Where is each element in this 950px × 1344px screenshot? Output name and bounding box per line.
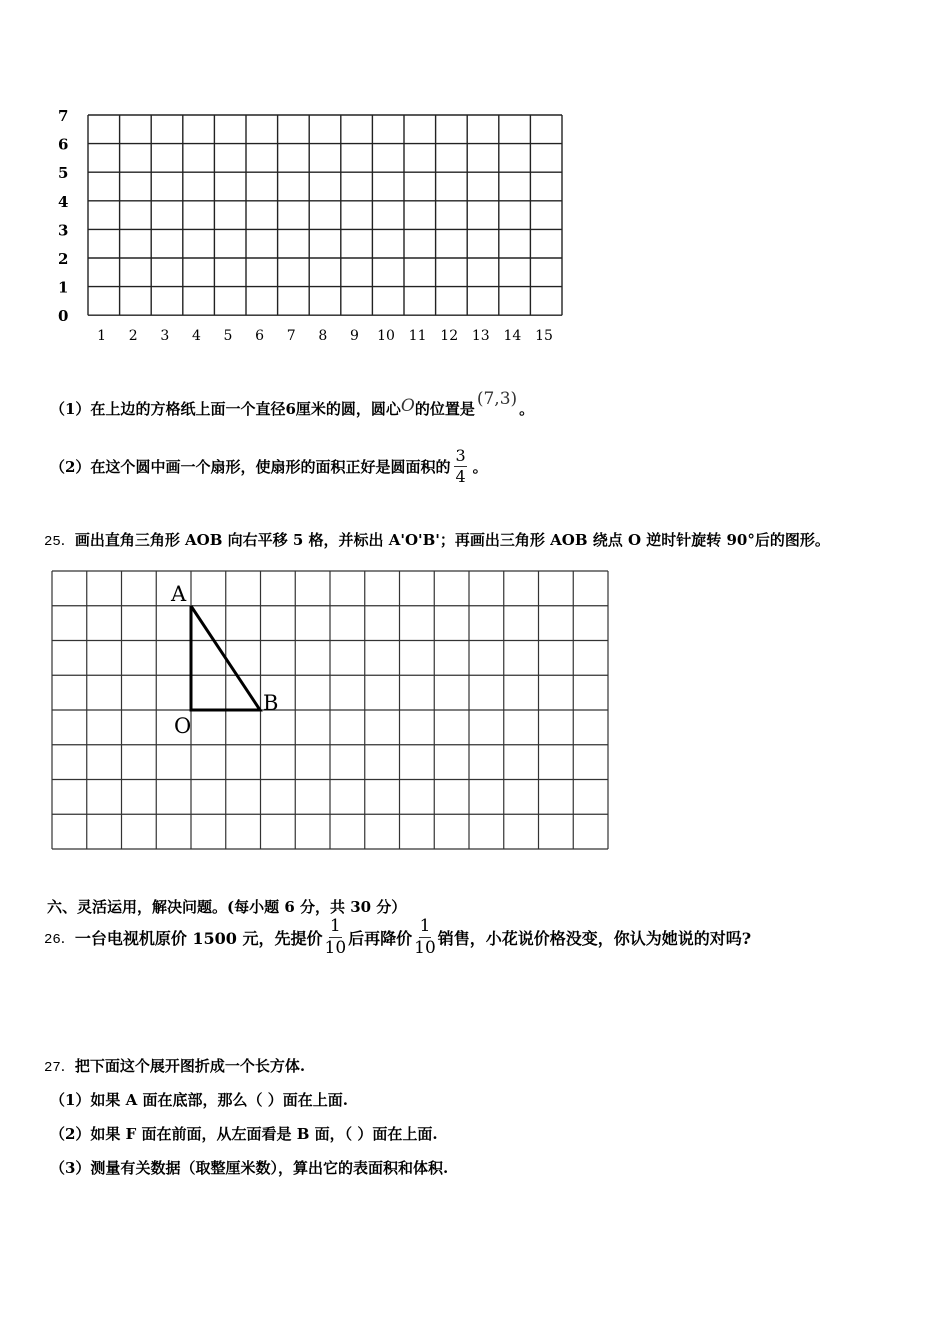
vertex-label-a: A [171, 582, 187, 606]
q26-fraction-2 [414, 918, 436, 957]
q24-part1-mid: 厘米的圆，圆心 [295, 400, 401, 418]
y-axis-label: 1 [58, 278, 69, 297]
y-axis-label: 7 [58, 107, 69, 125]
q24-part2-prefix: （2）在这个圆中画一个扇形，使扇形的面积正好是圆面积的 [50, 458, 451, 476]
q24-part1-number: 6 [285, 400, 296, 418]
q26-fraction-1 [325, 918, 347, 957]
x-axis-label: 3 [160, 328, 170, 344]
q26-number: 26． [44, 931, 75, 948]
q24-fraction [454, 448, 466, 485]
q25-text: 画出直角三角形 AOB 向右平移 5 格，并标出 A'O'B'；再画出三角形 AOB 绕点 O 逆时针旋转 90°后的图形。 [74, 531, 830, 549]
x-axis-label: 13 [471, 328, 490, 344]
x-axis-label: 5 [223, 328, 233, 344]
grid-lines [88, 115, 562, 315]
q25-number: 25． [44, 534, 75, 550]
y-axis-label: 5 [58, 164, 69, 183]
q24-fraction-denominator: 4 [455, 467, 466, 486]
y-axis-label: 3 [58, 221, 69, 240]
y-axis-label: 0 [58, 307, 69, 326]
q25-question [44, 529, 830, 550]
q24-center-var: O [400, 396, 415, 416]
q26-text-1: 一台电视机原价 1500 元，先提价 [74, 929, 323, 948]
q26-fraction-1-numerator: 1 [329, 916, 341, 936]
x-axis-label: 10 [377, 328, 395, 344]
x-axis-label: 9 [349, 328, 359, 344]
x-axis-label: 14 [503, 328, 522, 344]
x-axis-label: 4 [191, 328, 201, 344]
q24-part2-end: 。 [472, 458, 488, 476]
q26-question [44, 918, 751, 957]
q24-fraction-numerator: 3 [455, 446, 466, 465]
section-heading: 六、灵活运用，解决问题。(每小题 6 分，共 30 分） [47, 898, 407, 916]
y-axis-label: 2 [58, 250, 69, 268]
q26-fraction-1-denominator: 10 [324, 938, 347, 958]
q26-fraction-2-numerator: 1 [419, 916, 431, 936]
x-axis-label: 8 [318, 328, 328, 344]
vertex-label-o: O [174, 714, 192, 738]
x-axis-label: 1 [97, 328, 107, 344]
q24-part1-prefix: （1）在上边的方格纸上面一个直径 [50, 400, 286, 418]
x-axis-label: 15 [535, 328, 553, 344]
grid-lines [52, 571, 608, 849]
q27-question [44, 1055, 305, 1076]
x-axis-label: 2 [128, 328, 138, 344]
x-axis-labels [97, 328, 553, 344]
q26-text-2: 后再降价 [348, 929, 413, 948]
q27-text: 把下面这个展开图折成一个长方体. [74, 1057, 306, 1075]
q24-part2 [50, 448, 488, 485]
q24-part1-end: 。 [519, 400, 535, 418]
q27-number: 27． [44, 1060, 75, 1076]
y-axis-label: 6 [58, 135, 69, 154]
x-axis-label: 6 [255, 328, 265, 344]
q24-part1 [50, 389, 535, 419]
vertex-label-b: B [263, 691, 279, 715]
y-axis-labels [58, 107, 68, 325]
q26-text-3: 销售，小花说价格没变，你认为她说的对吗? [437, 929, 752, 948]
y-axis-label: 4 [58, 192, 69, 211]
x-axis-label: 12 [440, 328, 459, 344]
q26-fraction-2-denominator: 10 [414, 938, 436, 958]
q27-part3: （3）测量有关数据（取整厘米数），算出它的表面积和体积. [50, 1159, 449, 1177]
q24-center-coordinate: (7,3) [476, 389, 518, 409]
x-axis-label: 7 [286, 328, 296, 344]
q24-part1-mid2: 的位置是 [414, 400, 475, 418]
x-axis-label: 11 [408, 328, 427, 344]
q27-part2: （2）如果 F 面在前面，从左面看是 B 面，（ ）面在上面. [50, 1125, 438, 1143]
q27-part1: （1）如果 A 面在底部，那么（ ）面在上面. [50, 1091, 348, 1109]
triangle-grid [40, 560, 620, 860]
coordinate-grid [40, 100, 580, 350]
